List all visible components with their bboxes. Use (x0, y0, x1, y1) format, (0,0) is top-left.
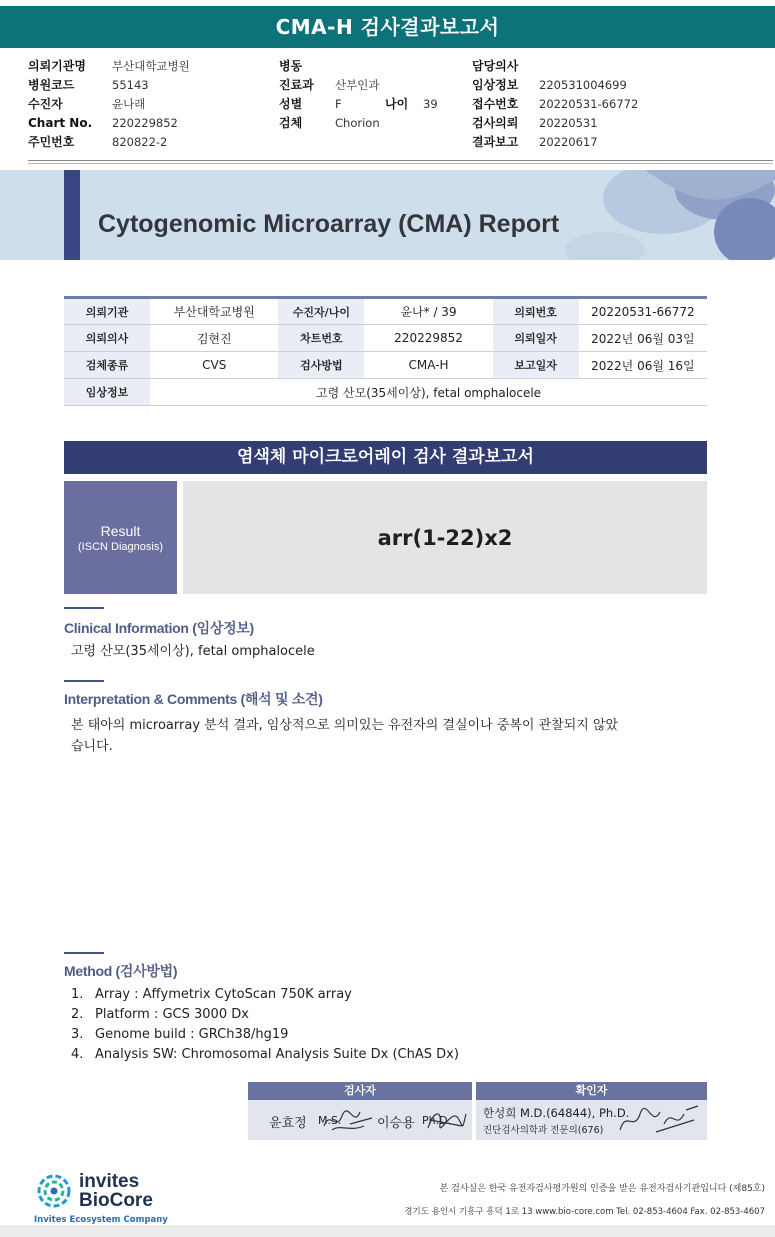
meta-key: 주민번호 (28, 135, 75, 149)
method-list (71, 985, 459, 1065)
meta-value: 820822-2 (112, 134, 168, 149)
confirmer-title: 진단검사의학과 전문의(676) (483, 1125, 604, 1136)
request-info-table (64, 296, 707, 406)
result-value: arr(1-22)x2 (377, 525, 513, 550)
table-cell: 20220531-66772 (579, 298, 707, 325)
table-cell: 윤나* / 39 (364, 298, 492, 325)
banner-accent-bar (64, 170, 80, 260)
list-item (71, 1005, 459, 1025)
list-text: Analysis SW: Chromosomal Analysis Suite Dx (ChAS Dx) (95, 1047, 459, 1062)
logo-line-2: BioCore (79, 1190, 153, 1211)
tester-1-name: 윤효정 (269, 1116, 307, 1131)
method-section-title: Method (검사방법) (64, 963, 178, 979)
result-label-box (64, 481, 177, 594)
list-number: 4. (71, 1047, 84, 1062)
age-value: 39 (423, 96, 438, 111)
result-sublabel: (ISCN Diagnosis) (78, 541, 163, 553)
meta-value: F (335, 96, 342, 111)
list-text: Genome build : GRCh38/hg19 (95, 1027, 289, 1042)
certification-note: 본 검사실은 한국 유전자검사평가원의 인증을 받은 유전자검사기관입니다 (제85호) (439, 1184, 765, 1194)
tester-1-degree: M.S. (318, 1114, 342, 1127)
logo-line-1: invites (79, 1171, 140, 1192)
meta-value: 산부인과 (335, 77, 380, 92)
report-title-bar (0, 6, 775, 48)
table-cell: 2022년 06월 16일 (579, 352, 707, 379)
tester-signatures (248, 1100, 472, 1140)
section-rule (64, 607, 104, 609)
meta-value: 20220617 (539, 134, 598, 149)
list-number: 3. (71, 1027, 84, 1042)
table-row (64, 325, 707, 352)
company-logo-text (79, 1172, 153, 1210)
table-header-cell: 임상정보 (64, 379, 150, 406)
meta-key: 수진자 (28, 97, 63, 111)
list-number: 1. (71, 987, 84, 1002)
tester-2-degree: Ph.D. (422, 1114, 452, 1127)
meta-key: 접수번호 (472, 97, 519, 111)
list-text: Platform : GCS 3000 Dx (95, 1007, 249, 1022)
list-item (71, 1045, 459, 1065)
meta-col-2 (279, 56, 438, 132)
table-cell: CVS (150, 352, 278, 379)
table-cell: 고령 산모(35세이상), fetal omphalocele (150, 379, 707, 406)
table-cell: 220229852 (364, 325, 492, 352)
meta-key: 검사의뢰 (472, 116, 519, 130)
clinical-section-title: Clinical Information (임상정보) (64, 620, 254, 636)
meta-key: 임상정보 (472, 78, 519, 92)
divider (28, 163, 773, 164)
meta-key: 성별 (279, 97, 303, 111)
tester-header: 검사자 (248, 1082, 472, 1100)
table-header-cell: 의뢰의사 (64, 325, 150, 352)
section-rule (64, 952, 104, 954)
meta-value: 220229852 (112, 115, 178, 130)
list-item (71, 1025, 459, 1045)
table-header-cell: 검사방법 (278, 352, 364, 379)
biocore-logo-icon (33, 1170, 75, 1212)
table-row (64, 379, 707, 406)
table-cell: 2022년 06월 03일 (579, 325, 707, 352)
meta-value: 55143 (112, 77, 149, 92)
list-item (71, 985, 459, 1005)
table-row (64, 298, 707, 325)
report-title: CMA-H 검사결과보고서 (275, 15, 500, 39)
logo-tagline: Invites Ecosystem Company (34, 1215, 168, 1225)
tester-2-name: 이승용 (377, 1116, 415, 1131)
table-header-cell: 검체종류 (64, 352, 150, 379)
meta-value: 윤나래 (112, 96, 146, 111)
meta-value: 220531004699 (539, 77, 627, 92)
meta-value: Chorion (335, 115, 380, 130)
meta-col-3 (472, 56, 638, 151)
table-header-cell: 차트번호 (278, 325, 364, 352)
divider (28, 160, 773, 161)
tester-signature-box (248, 1082, 472, 1140)
signature-icon (320, 1106, 376, 1134)
table-cell: CMA-H (364, 352, 492, 379)
meta-key: Chart No. (28, 115, 93, 130)
meta-key: 병동 (279, 59, 303, 73)
section-rule (64, 680, 104, 682)
report-banner (0, 170, 775, 260)
meta-value: 20220531 (539, 115, 598, 130)
clinical-text: 고령 산모(35세이상), fetal omphalocele (71, 644, 315, 659)
table-header-cell: 수진자/나이 (278, 298, 364, 325)
meta-key: 결과보고 (472, 135, 519, 149)
table-cell: 부산대학교병원 (150, 298, 278, 325)
interpretation-line-2: 습니다. (71, 739, 113, 754)
confirmer-header: 확인자 (476, 1082, 707, 1100)
result-value-box (183, 481, 707, 594)
signature-icon (422, 1104, 470, 1134)
banner-title: Cytogenomic Microarray (CMA) Report (98, 210, 560, 238)
company-address: 경기도 용인시 기흥구 흥덕 1로 13 www.bio-core.com Tel. 02-853-4604 Fax. 02-853-4607 (404, 1207, 765, 1217)
list-text: Array : Affymetrix CytoScan 750K array (95, 987, 352, 1002)
meta-key: 담당의사 (472, 59, 519, 73)
meta-key: 의뢰기관명 (28, 59, 86, 73)
table-cell: 김현진 (150, 325, 278, 352)
confirmer-signature-box (476, 1082, 707, 1140)
table-header-cell: 의뢰기관 (64, 298, 150, 325)
meta-key: 검체 (279, 116, 303, 130)
confirmer-signature (476, 1100, 707, 1140)
banner-decoration-icon (545, 170, 775, 260)
confirmer-name: 한성희 M.D.(64844), Ph.D. (483, 1106, 630, 1120)
list-number: 2. (71, 1007, 84, 1022)
meta-value: 20220531-66772 (539, 96, 639, 111)
interpretation-section-title: Interpretation & Comments (해석 및 소견) (64, 691, 323, 707)
meta-col-1 (28, 56, 190, 151)
table-row (64, 352, 707, 379)
meta-key: 진료과 (279, 78, 314, 92)
table-header-cell: 의뢰일자 (493, 325, 579, 352)
result-label: Result (100, 523, 141, 539)
report-heading: 염색체 마이크로어레이 검사 결과보고서 (64, 441, 707, 474)
table-header-cell: 의뢰번호 (493, 298, 579, 325)
footer-band (0, 1225, 775, 1237)
table-header-cell: 보고일자 (493, 352, 579, 379)
signature-icon (616, 1102, 702, 1138)
meta-key: 병원코드 (28, 78, 75, 92)
meta-value: 부산대학교병원 (112, 58, 190, 73)
interpretation-line-1: 본 태아의 microarray 분석 결과, 임상적으로 의미있는 유전자의 결실이나 중복이 관찰되지 않았 (71, 718, 619, 733)
age-label: 나이 (385, 97, 409, 111)
